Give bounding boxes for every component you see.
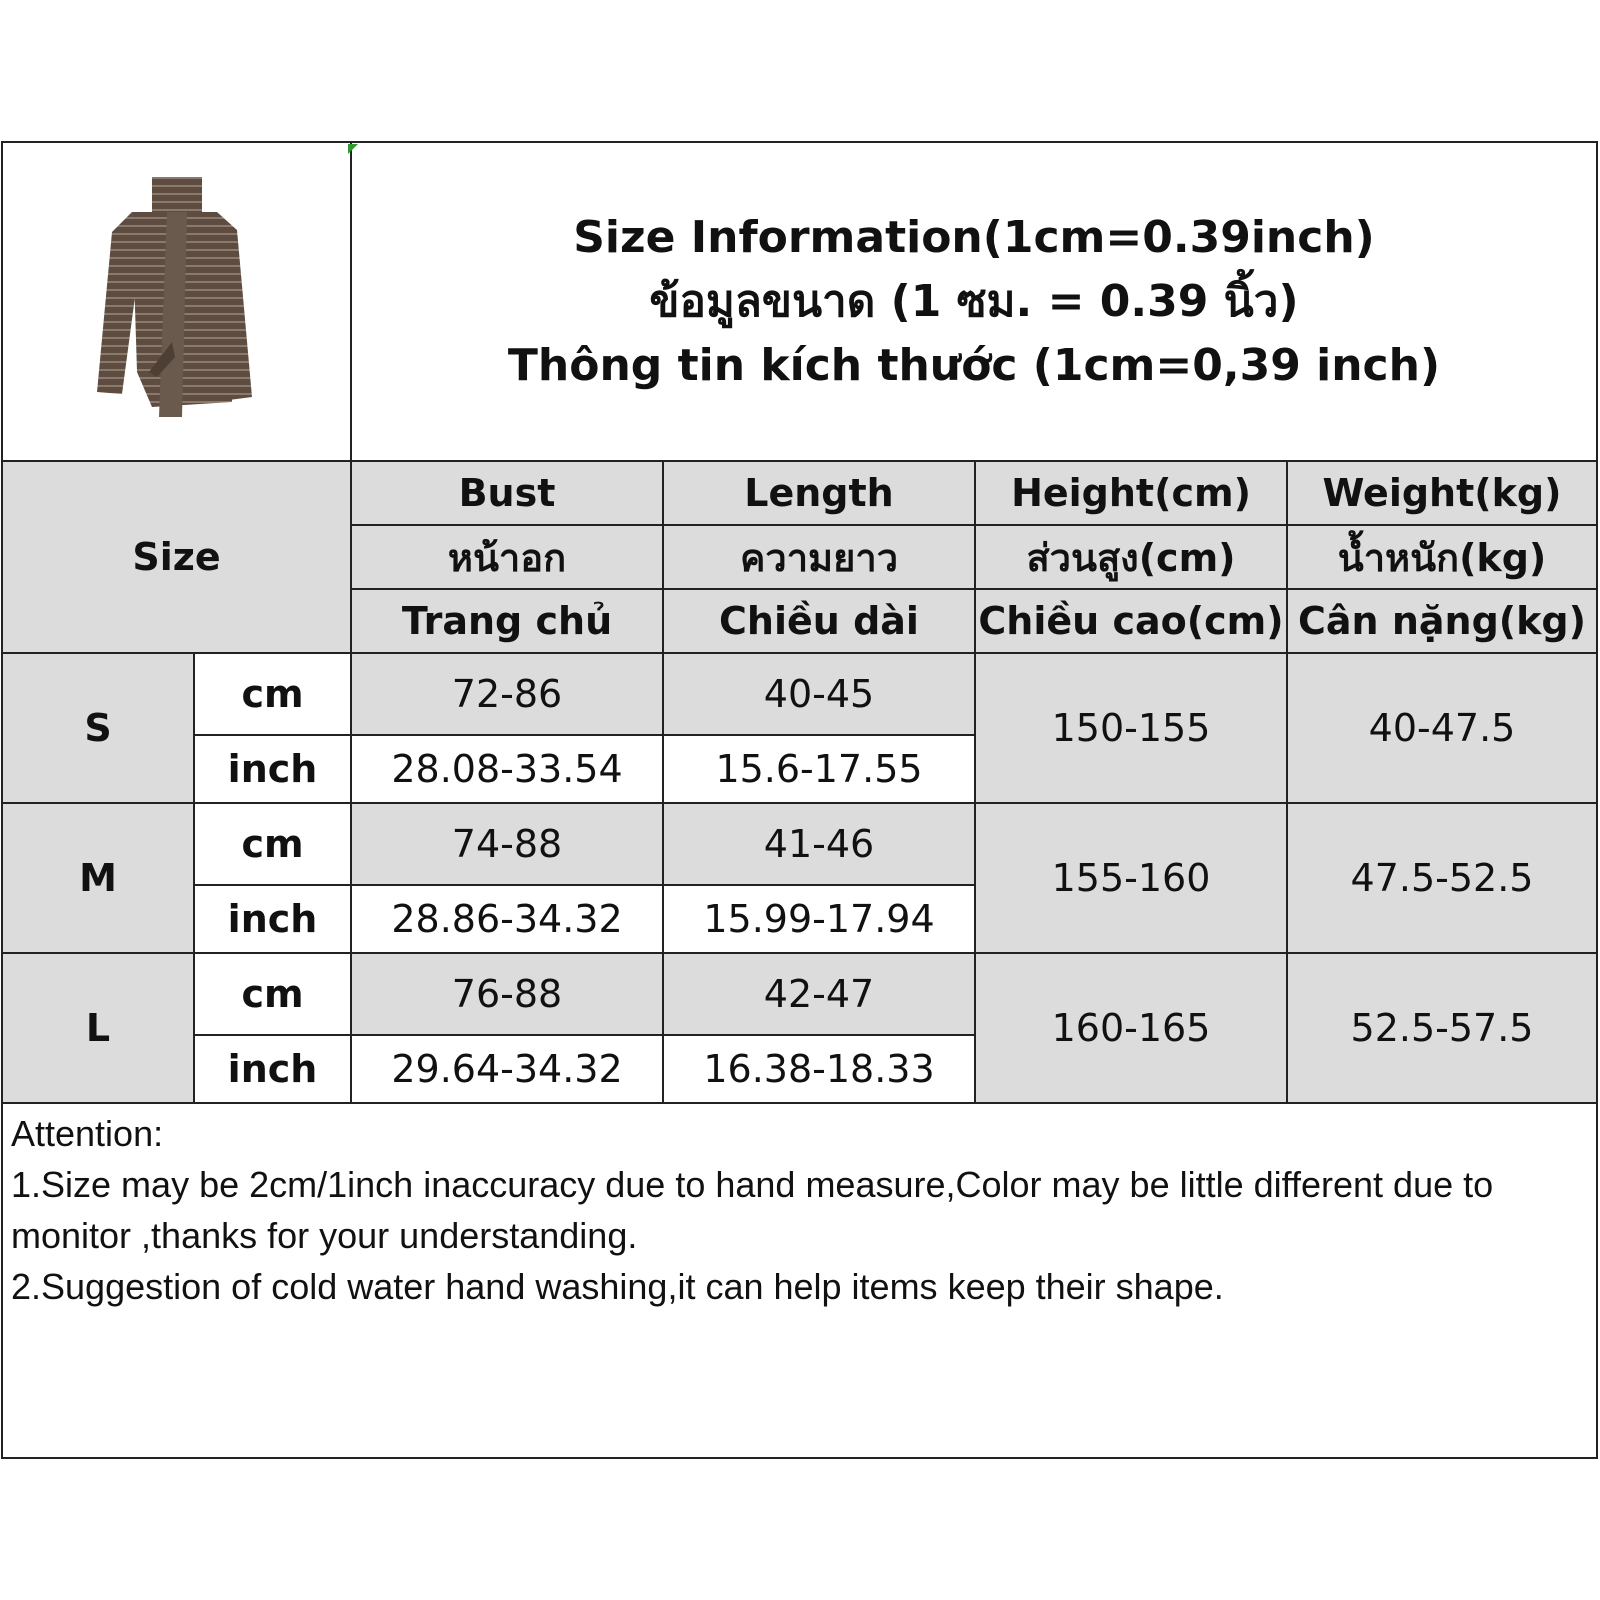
- unit-cm: cm: [195, 654, 352, 736]
- header-height-vi: Chiều cao(cm): [976, 590, 1288, 654]
- header-height-th: ส่วนสูง(cm): [976, 526, 1288, 590]
- header-bust-vi: Trang chủ: [352, 590, 664, 654]
- s-bust-inch: 28.08-33.54: [352, 736, 664, 804]
- s-height: 150-155: [976, 654, 1288, 804]
- size-header: Size: [3, 462, 352, 654]
- m-bust-inch: 28.86-34.32: [352, 886, 664, 954]
- product-image-cell: [3, 143, 352, 462]
- size-info-title: [352, 143, 1596, 462]
- size-chart: [1, 141, 1598, 1459]
- unit-cm: cm: [195, 804, 352, 886]
- unit-inch: inch: [195, 736, 352, 804]
- s-bust-cm: 72-86: [352, 654, 664, 736]
- unit-inch: inch: [195, 886, 352, 954]
- title-en: Size Information(1cm=0.39inch): [573, 211, 1375, 263]
- l-bust-inch: 29.64-34.32: [352, 1036, 664, 1104]
- notes-heading: Attention:: [11, 1113, 164, 1154]
- size-s-label: S: [3, 654, 195, 804]
- title-vi: Thông tin kích thước (1cm=0,39 inch): [507, 339, 1441, 391]
- l-length-cm: 42-47: [664, 954, 976, 1036]
- header-length-vi: Chiều dài: [664, 590, 976, 654]
- title-th: ข้อมูลขนาด (1 ซม. = 0.39 นิ้ว): [649, 275, 1299, 327]
- striped-top-icon: [77, 172, 277, 432]
- notes-line-2: 2.Suggestion of cold water hand washing,it can help items keep their shape.: [11, 1266, 1224, 1307]
- l-height: 160-165: [976, 954, 1288, 1104]
- l-weight: 52.5-57.5: [1288, 954, 1596, 1104]
- unit-inch: inch: [195, 1036, 352, 1104]
- corner-marker: [348, 144, 358, 154]
- m-bust-cm: 74-88: [352, 804, 664, 886]
- header-weight-vi: Cân nặng(kg): [1288, 590, 1596, 654]
- l-bust-cm: 76-88: [352, 954, 664, 1036]
- header-bust-th: หน้าอก: [352, 526, 664, 590]
- m-height: 155-160: [976, 804, 1288, 954]
- notes-line-1: 1.Size may be 2cm/1inch inaccuracy due to hand measure,Color may be little different due to monitor ,thanks for your understanding.: [11, 1164, 1494, 1256]
- s-length-cm: 40-45: [664, 654, 976, 736]
- l-length-inch: 16.38-18.33: [664, 1036, 976, 1104]
- size-l-label: L: [3, 954, 195, 1104]
- header-weight-en: Weight(kg): [1288, 462, 1596, 526]
- header-length-en: Length: [664, 462, 976, 526]
- m-length-cm: 41-46: [664, 804, 976, 886]
- m-weight: 47.5-52.5: [1288, 804, 1596, 954]
- s-length-inch: 15.6-17.55: [664, 736, 976, 804]
- s-weight: 40-47.5: [1288, 654, 1596, 804]
- attention-notes: [3, 1104, 1596, 1316]
- header-weight-th: น้ำหนัก(kg): [1288, 526, 1596, 590]
- header-height-en: Height(cm): [976, 462, 1288, 526]
- header-length-th: ความยาว: [664, 526, 976, 590]
- size-m-label: M: [3, 804, 195, 954]
- header-bust-en: Bust: [352, 462, 664, 526]
- unit-cm: cm: [195, 954, 352, 1036]
- m-length-inch: 15.99-17.94: [664, 886, 976, 954]
